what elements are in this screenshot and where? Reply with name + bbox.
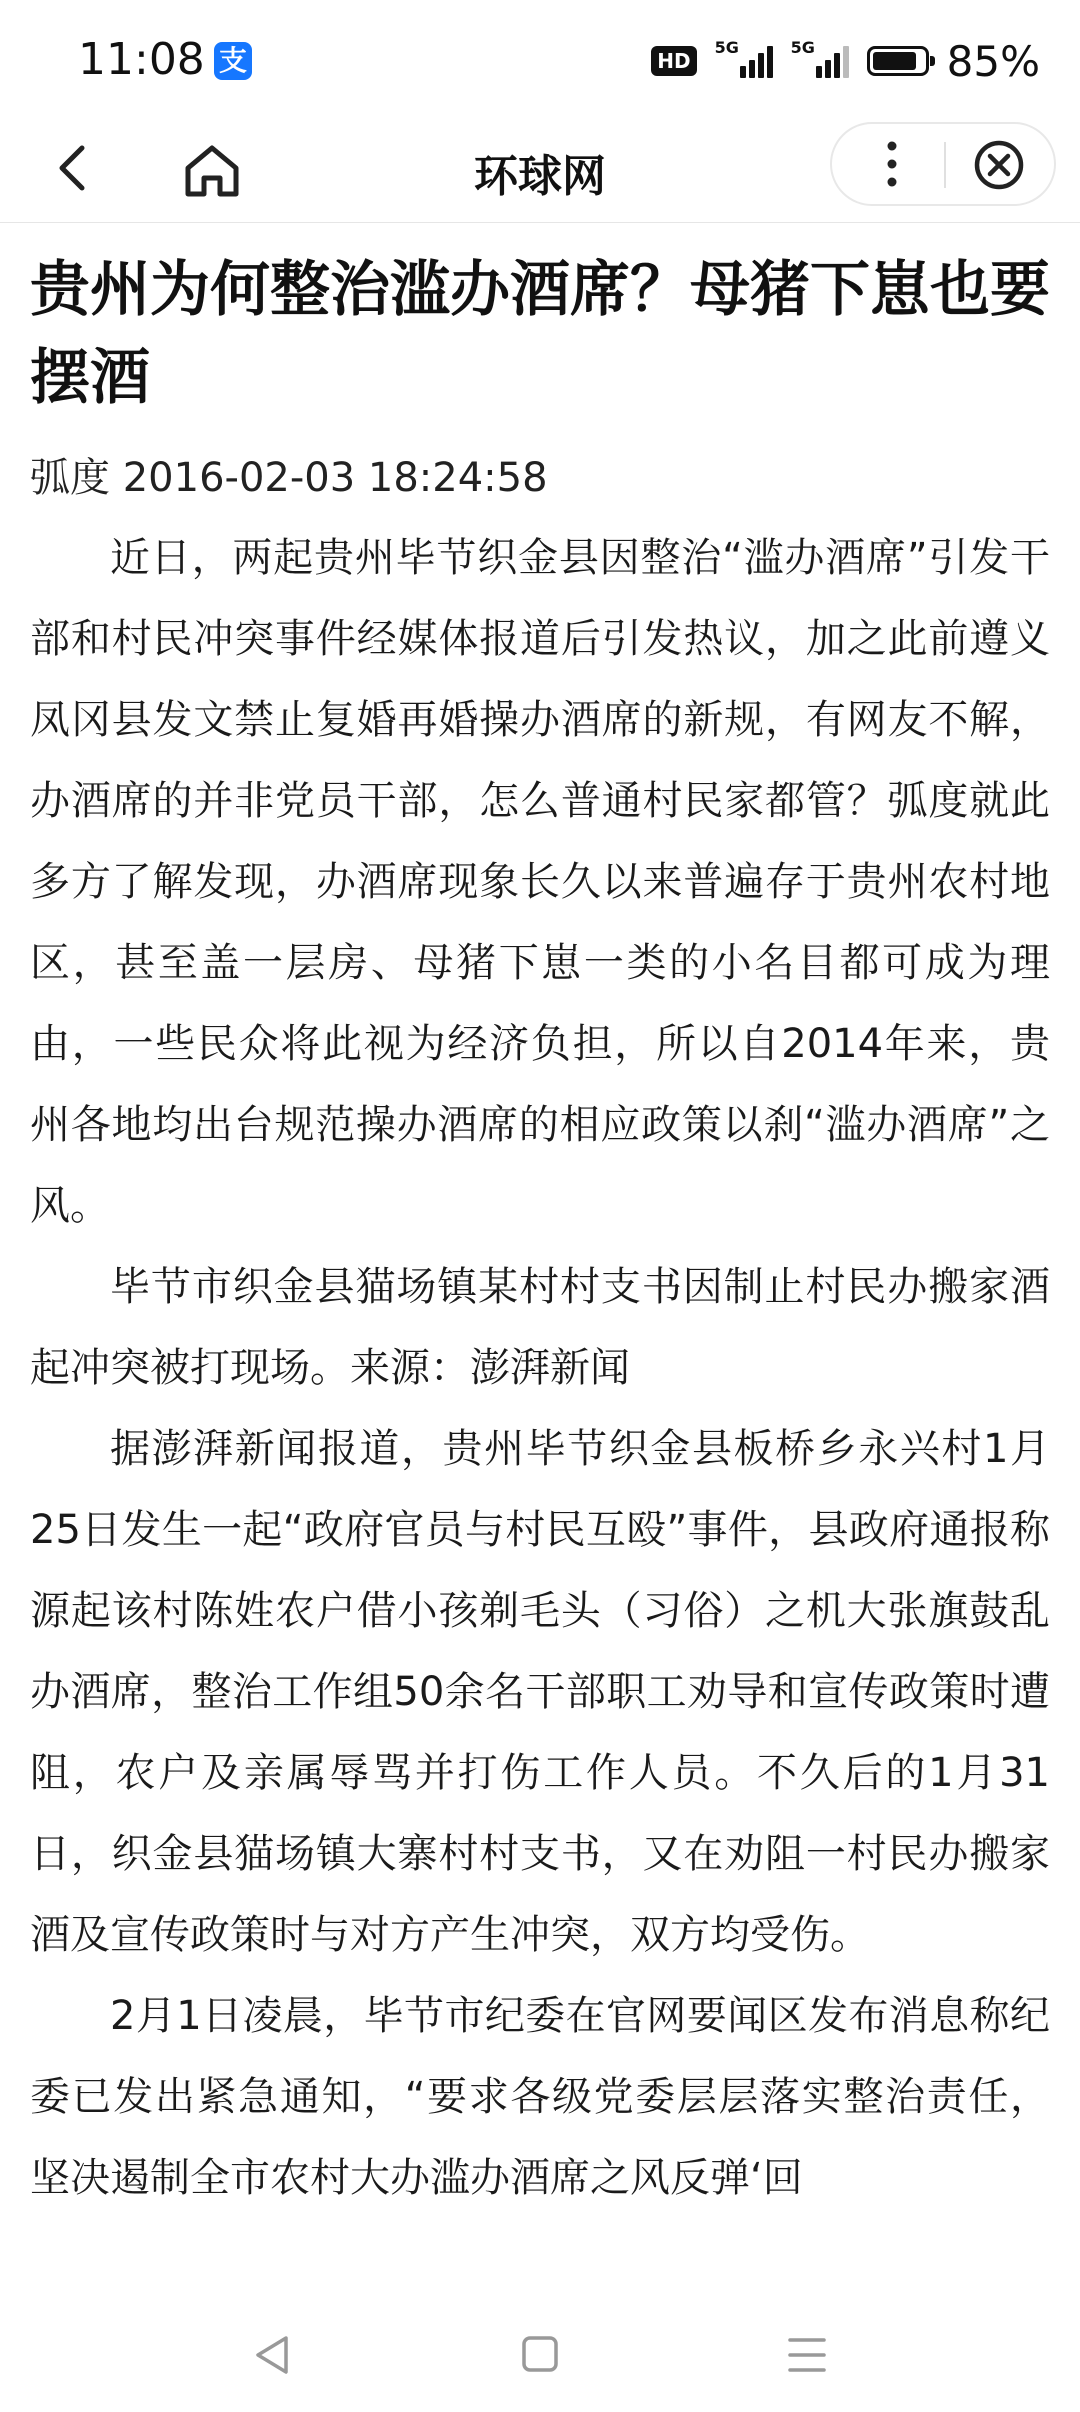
signal-5g-tag: 5G xyxy=(714,38,739,57)
nav-back-triangle-icon[interactable] xyxy=(248,2330,298,2380)
system-nav-bar xyxy=(0,2302,1080,2412)
nav-home-square-icon[interactable] xyxy=(516,2330,564,2378)
signal-5g-icon xyxy=(714,38,773,78)
article-paragraph: 2月1日凌晨，毕节市纪委在官网要闻区发布消息称纪委已发出紧急通知，“要求各级党委层层落实整治责任，坚决遏制全市农村大办滥办酒席之风反弹‘回 xyxy=(30,1993,1050,2201)
article-paragraph: 据澎湃新闻报道，贵州毕节织金县板桥乡永兴村1月25日发生一起“政府官员与村民互殴”事件，县政府通报称源起该村陈姓农户借小孩剃毛头（习俗）之机大张旗鼓乱办酒席，整治工作组50余名干部职工劝导和宣传政策时遭阻，农户及亲属辱骂并打伤工作人员。不久后的1月31日，织金县猫场镇大寨村村支书，又在劝阻一村民办搬家酒及宣传政策时与对方产生冲突，双方均受伤。 xyxy=(30,1426,1050,1958)
article-paragraph: 近日，两起贵州毕节织金县因整治“滥办酒席”引发干部和村民冲突事件经媒体报道后引发热议，加之此前遵义凤冈县发文禁止复婚再婚操办酒席的新规，有网友不解，办酒席的并非党员干部，怎么普通村民家都管？弧度就此多方了解发现，办酒席现象长久以来普遍存于贵州农村地区，甚至盖一层房、母猪下崽一类的小名目都可成为理由，一些民众将此视为经济负担，所以自2014年来，贵州各地均出台规范操办酒席的相应政策以刹“滥办酒席”之风。 xyxy=(30,535,1050,1229)
browser-nav-bar xyxy=(0,118,1080,223)
nav-menu-lines-icon[interactable] xyxy=(782,2330,832,2380)
article-body xyxy=(30,518,1050,2290)
status-time: 11:08 xyxy=(78,34,205,85)
signal-5g-icon-secondary xyxy=(790,38,849,78)
article-datetime: 2016-02-03 18:24:58 xyxy=(122,455,548,501)
close-circle-icon[interactable] xyxy=(972,138,1026,192)
capsule-divider xyxy=(944,142,946,188)
article-header xyxy=(30,246,1050,508)
article-paragraph: 毕节市织金县猫场镇某村村支书因制止村民办搬家酒起冲突被打现场。来源：澎湃新闻 xyxy=(30,1264,1050,1391)
signal-5g-tag-secondary: 5G xyxy=(790,38,815,57)
status-bar xyxy=(0,0,1080,120)
battery-percent: 85% xyxy=(946,36,1040,86)
hd-voice-badge: HD xyxy=(651,46,696,76)
battery-level-fill xyxy=(873,52,916,70)
battery-icon xyxy=(867,46,929,76)
article-source: 弧度 xyxy=(30,455,110,501)
mini-program-capsule xyxy=(830,122,1056,206)
page-title: 环球网 xyxy=(474,151,606,202)
alipay-notification-icon: 支 xyxy=(214,42,252,80)
more-vertical-icon[interactable] xyxy=(872,138,912,190)
status-indicators xyxy=(651,34,1040,88)
article-title: 贵州为何整治滥办酒席？母猪下崽也要摆酒 xyxy=(30,255,1050,413)
article-meta xyxy=(30,448,1050,508)
